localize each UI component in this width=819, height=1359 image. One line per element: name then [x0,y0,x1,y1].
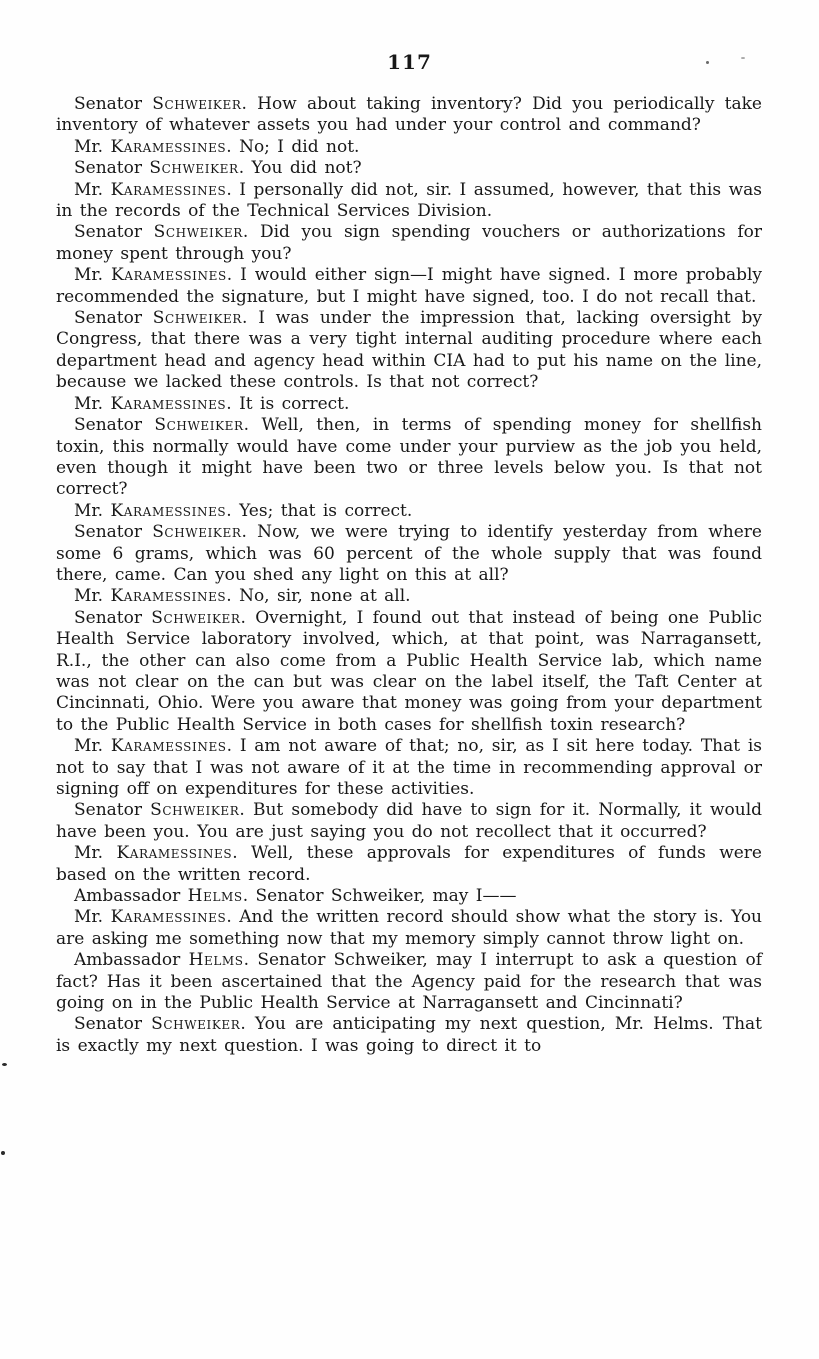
transcript-paragraph: Mr. Karamessines. Yes; that is correct. [74,500,413,521]
speaker-title: Senator [74,607,142,628]
transcript-paragraph: Ambassador Helms. Senator Schweiker, may I—— [74,886,517,907]
speech-text: No, sir, none at all. [239,586,411,607]
transcript-paragraph: Mr. Karamessines. No; I did not. [74,136,360,157]
page-number: 117 [387,50,432,74]
speech-text: Well, these approvals for expenditures of funds were based on the written record. [56,843,762,885]
speech-text: I was under the impression that, lacking oversight by Congress, that there was a very tight internal auditing procedure where each department head and agency head within CIA had to put his name on the line, because we lacked these controls. Is that not correct? [56,308,762,393]
speaker-name: Schweiker [151,607,241,628]
speech-text: Now, we were trying to identify yesterday from where some 6 grams, which was 60 percent of the whole supply that was found there, came. Can you shed any light on this at all? [56,522,762,585]
speaker-title: Mr. [74,393,104,414]
speaker-name: Schweiker [152,522,242,543]
speaker-name: Helms [187,886,243,907]
transcript-body [56,94,762,1057]
speech-text: No; I did not. [239,136,360,157]
scan-artifact [741,57,745,59]
speaker-name: Karamessines [110,136,227,157]
speech-text: But somebody did have to sign for it. Normally, it would have been you. You are just saying you do not recollect that it occurred? [56,800,763,842]
speech-text: You did not? [251,158,362,179]
transcript-paragraph: Senator Schweiker. Overnight, I found out that instead of being one Public Health Service laboratory involved, which, at that point, was Narragansett, R.I., the other can also come from a Public Health Service lab, which name was not clear on the can but was clear on the label itself, the Taft Center at Cincinnati, Ohio. Were you aware that money was going from your department to the Public Health Service in both cases for shellfish toxin research? [56,607,763,735]
speech-text: It is correct. [239,393,350,414]
speaker-title: Mr. [74,586,104,607]
transcript-paragraph: Mr. Karamessines. I would either sign—I might have signed. I more probably recommended the signature, but I might have signed, too. I do not recall that. [56,265,763,307]
speaker-name: Karamessines [110,586,227,607]
speaker-title: Senator [74,94,142,114]
speech-text: How about taking inventory? Did you periodically take inventory of whatever assets you had under your control and command? [56,94,762,136]
speaker-name: Helms [188,950,244,971]
speaker-title: Senator [74,800,142,821]
speaker-name: Schweiker [153,222,243,243]
speaker-title: Mr. [74,500,104,521]
speech-text: Yes; that is correct. [239,500,413,521]
speech-text: I am not aware of that; no, sir, as I sit here today. That is not to say that I was not aware of it at the time in recommending approval or signing off on expenditures for these activities. [56,736,763,799]
speaker-name: Schweiker [154,415,244,436]
speech-text: You are anticipating my next question, Mr. Helms. That is exactly my next question. I was going to direct it to [56,1014,762,1056]
speech-text: I would either sign—I might have signed. I more probably recommended the signature, but I might have signed, too. I do not recall that. [56,265,763,307]
transcript-paragraph: Senator Schweiker. Now, we were trying to identify yesterday from where some 6 grams, which was 60 percent of the whole supply that was found there, came. Can you shed any light on this at all? [56,522,762,585]
transcript-paragraph: Mr. Karamessines. Well, these approvals for expenditures of funds were based on the written record. [56,843,762,885]
speaker-title: Mr. [74,736,104,757]
speaker-name: Karamessines [110,179,227,200]
speaker-title: Mr. [74,843,104,864]
speaker-name: Karamessines [116,843,233,864]
speaker-title: Senator [74,222,142,243]
speaker-name: Karamessines [110,736,227,757]
speaker-name: Schweiker [151,1014,241,1035]
speaker-title: Senator [74,308,142,329]
speaker-title: Mr. [74,907,104,928]
speaker-title: Ambassador [74,886,181,907]
transcript-paragraph: Mr. Karamessines. And the written record should show what the story is. You are asking me something now that my memory simply cannot throw light on. [56,907,763,949]
transcript-paragraph: Mr. Karamessines. It is correct. [74,393,350,414]
speaker-name: Karamessines [111,265,227,286]
speaker-name: Karamessines [110,393,227,414]
transcript-paragraph: Senator Schweiker. Well, then, in terms of spending money for shellfish toxin, this normally would have come under your purview as the job you held, even though it might have been two or three levels below you. Is that not correct? [56,415,762,500]
speaker-name: Schweiker [150,800,240,821]
speaker-title: Mr. [74,136,104,157]
transcript-paragraph: Senator Schweiker. Did you sign spending vouchers or authorizations for money spent through you? [56,222,763,264]
speaker-name: Schweiker [149,158,239,179]
scan-artifact [1,1151,5,1155]
speaker-title: Mr. [74,265,104,286]
speech-text: Overnight, I found out that instead of being one Public Health Service laboratory involved, which, at that point, was Narragansett, R.I., the other can also come from a Public Health Service lab, which name was not clear on the can but was clear on the label itself, the Taft Center at Cincinnati, Ohio. Were you aware that money was going from your department to the Public Health Service in both cases for shellfish toxin research? [56,607,763,735]
transcript-paragraph: Senator Schweiker. But somebody did have to sign for it. Normally, it would have been you. You are just saying you do not recollect that it occurred? [56,800,763,842]
speech-text: I personally did not, sir. I assumed, however, that this was in the records of the Technical Services Division. [56,179,763,222]
scan-artifact [706,61,709,64]
transcript-paragraph: Mr. Karamessines. I am not aware of that; no, sir, as I sit here today. That is not to say that I was not aware of it at the time in recommending approval or signing off on expenditures for these activities. [56,736,763,799]
transcript-paragraph: Mr. Karamessines. I personally did not, sir. I assumed, however, that this was in the records of the Technical Services Division. [56,179,763,222]
speech-text: And the written record should show what the story is. You are asking me something now that my memory simply cannot throw light on. [56,907,763,949]
speaker-name: Schweiker [152,308,243,329]
speaker-title: Ambassador [74,950,181,971]
speaker-name: Schweiker [152,94,242,114]
speech-text: Senator Schweiker, may I interrupt to ask a question of fact? Has it been ascertained that the Agency paid for the research that was going on in the Public Health Service at Narragansett and Cincinnati? [56,950,762,1014]
transcript-paragraph: Senator Schweiker. You did not? [74,158,362,179]
speaker-name: Karamessines [110,907,227,928]
transcript-paragraph: Mr. Karamessines. No, sir, none at all. [74,586,411,607]
scan-artifact [2,1063,7,1066]
speech-text: Senator Schweiker, may I—— [255,886,517,907]
transcript-paragraph: Senator Schweiker. How about taking inventory? Did you periodically take inventory of whatever assets you had under your control and command? [56,94,762,136]
speaker-title: Mr. [74,179,104,200]
transcript-paragraph: Ambassador Helms. Senator Schweiker, may I interrupt to ask a question of fact? Has it been ascertained that the Agency paid for the research that was going on in the Public Health Service at Narragansett and Cincinnati? [56,950,762,1014]
speaker-title: Senator [74,1014,142,1035]
speaker-title: Senator [74,158,142,179]
speaker-name: Karamessines [110,500,227,521]
transcript-paragraph: Senator Schweiker. You are anticipating my next question, Mr. Helms. That is exactly my next question. I was going to direct it to [56,1014,762,1056]
speaker-title: Senator [74,415,142,436]
speech-text: Well, then, in terms of spending money for shellfish toxin, this normally would have come under your purview as the job you held, even though it might have been two or three levels below you. Is that not correct? [56,415,762,500]
speaker-title: Senator [74,522,142,543]
speech-text: Did you sign spending vouchers or authorizations for money spent through you? [56,222,763,264]
transcript-paragraph: Senator Schweiker. I was under the impression that, lacking oversight by Congress, that there was a very tight internal auditing procedure where each department head and agency head within CIA had to put his name on the line, because we lacked these controls. Is that not correct? [56,308,762,393]
